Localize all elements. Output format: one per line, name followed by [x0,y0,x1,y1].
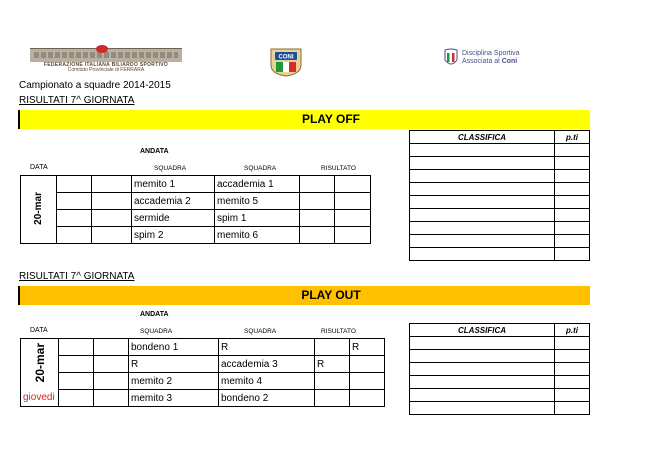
playout-home: memito 3 [129,390,219,407]
dsa-emblem-icon [443,48,459,68]
playoff-blank-a [57,176,92,193]
points-header: p.ti [555,324,590,337]
dsa-line1: Disciplina Sportiva [462,50,520,57]
playout-blank-a [59,390,94,407]
playout-score-home [315,390,350,407]
classifica-row [410,376,590,389]
playoff-row-2 [21,193,371,210]
playout-away: accademia 3 [219,356,315,373]
championship-title: Campionato a squadre 2014-2015 [19,80,171,91]
playout-day-note: giovedi [21,390,59,407]
fibis-name: FEDERAZIONE ITALIANA BILIARDO SPORTIVO [43,62,169,68]
classifica-header: CLASSIFICA [410,324,555,337]
playoff-andata: ANDATA [140,148,169,155]
playoff-score-home [300,176,335,193]
playout-col-data: DATA [30,327,48,334]
playout-col-squadra-home: SQUADRA [140,328,173,335]
playout-away: bondeno 2 [219,390,315,407]
playout-row-4 [21,390,385,407]
fibis-logo [30,48,182,73]
playoff-home: accademia 2 [132,193,215,210]
playoff-blank-a [57,227,92,244]
playoff-col-data: DATA [30,164,48,171]
classifica-row [410,183,590,196]
playout-col-risultato: RISULTATO [321,328,356,335]
coni-shield-icon [267,47,305,77]
classifica-row [410,196,590,209]
classifica-row [410,402,590,415]
playoff-home: sermide [132,210,215,227]
dsa-logo [443,48,523,70]
playout-home: R [129,356,219,373]
playoff-home: spim 2 [132,227,215,244]
playout-score-home [315,339,350,356]
playout-table [20,338,385,407]
playout-score-away [350,356,385,373]
playoff-score-away [335,210,371,227]
points-header: p.ti [555,131,590,144]
playout-andata: ANDATA [140,311,169,318]
dsa-coni: Coni [501,58,518,65]
classifica-row [410,144,590,157]
playout-score-home: R [315,356,350,373]
billiard-ball-icon [96,45,108,53]
classifica-row [410,157,590,170]
playout-home: memito 2 [129,373,219,390]
playoff-classifica [409,130,590,261]
playoff-score-home [300,227,335,244]
classifica-row [410,363,590,376]
playout-blank-b [94,339,129,356]
playoff-blank-b [92,227,132,244]
playoff-col-squadra-away: SQUADRA [244,165,277,172]
playoff-table [20,175,371,244]
playoff-blank-a [57,210,92,227]
playout-blank-b [94,373,129,390]
playoff-home: memito 1 [132,176,215,193]
playout-blank-a [59,356,94,373]
playout-col-squadra-away: SQUADRA [244,328,277,335]
playout-blank-a [59,339,94,356]
playoff-score-away [335,193,371,210]
playoff-row-4 [21,227,371,244]
playout-banner: PLAY OUT [18,286,590,305]
playout-score-away [350,373,385,390]
playout-home: bondeno 1 [129,339,219,356]
playout-blank-b [94,356,129,373]
playout-row-1 [21,339,385,356]
playoff-date: 20-mar [33,191,44,225]
playoff-banner: PLAY OFF [18,110,590,129]
dsa-line2-wrap [462,58,520,66]
playoff-away: spim 1 [215,210,300,227]
classifica-row [410,209,590,222]
dsa-line2: Associata al [462,58,500,65]
fibis-emblem [30,48,182,62]
playoff-blank-b [92,176,132,193]
results-title-playout: RISULTATI 7^ GIORNATA [19,271,135,282]
playout-away: R [219,339,315,356]
playout-date-cell [21,339,59,390]
playoff-row-1 [21,176,371,193]
playoff-score-away [335,176,371,193]
classifica-row [410,248,590,261]
playoff-row-3 [21,210,371,227]
dsa-text [462,50,520,66]
playoff-blank-b [92,210,132,227]
coni-logo [267,47,305,77]
playoff-score-away [335,227,371,244]
fibis-committee: Comitato Provinciale di FERRARA [67,67,145,73]
playoff-col-squadra-home: SQUADRA [154,165,187,172]
playout-blank-b [94,390,129,407]
playout-score-away: R [350,339,385,356]
results-title-playoff: RISULTATI 7^ GIORNATA [19,95,135,106]
classifica-row [410,235,590,248]
coni-label: CONI [278,54,294,61]
playout-score-home [315,373,350,390]
playout-blank-a [59,373,94,390]
classifica-header: CLASSIFICA [410,131,555,144]
classifica-row [410,170,590,183]
classifica-row [410,337,590,350]
classifica-row [410,389,590,402]
playoff-blank-a [57,193,92,210]
fibis-stripes [34,52,178,58]
playoff-date-cell [21,176,57,244]
playout-row-3 [21,373,385,390]
playoff-score-home [300,193,335,210]
playoff-away: memito 6 [215,227,300,244]
classifica-row [410,222,590,235]
playoff-blank-b [92,193,132,210]
playout-row-2 [21,356,385,373]
playoff-away: memito 5 [215,193,300,210]
playout-date: 20-mar [32,343,47,383]
playout-away: memito 4 [219,373,315,390]
classifica-row [410,350,590,363]
playoff-score-home [300,210,335,227]
playoff-away: accademia 1 [215,176,300,193]
playout-score-away [350,390,385,407]
playout-classifica [409,323,590,415]
playoff-col-risultato: RISULTATO [321,165,356,172]
